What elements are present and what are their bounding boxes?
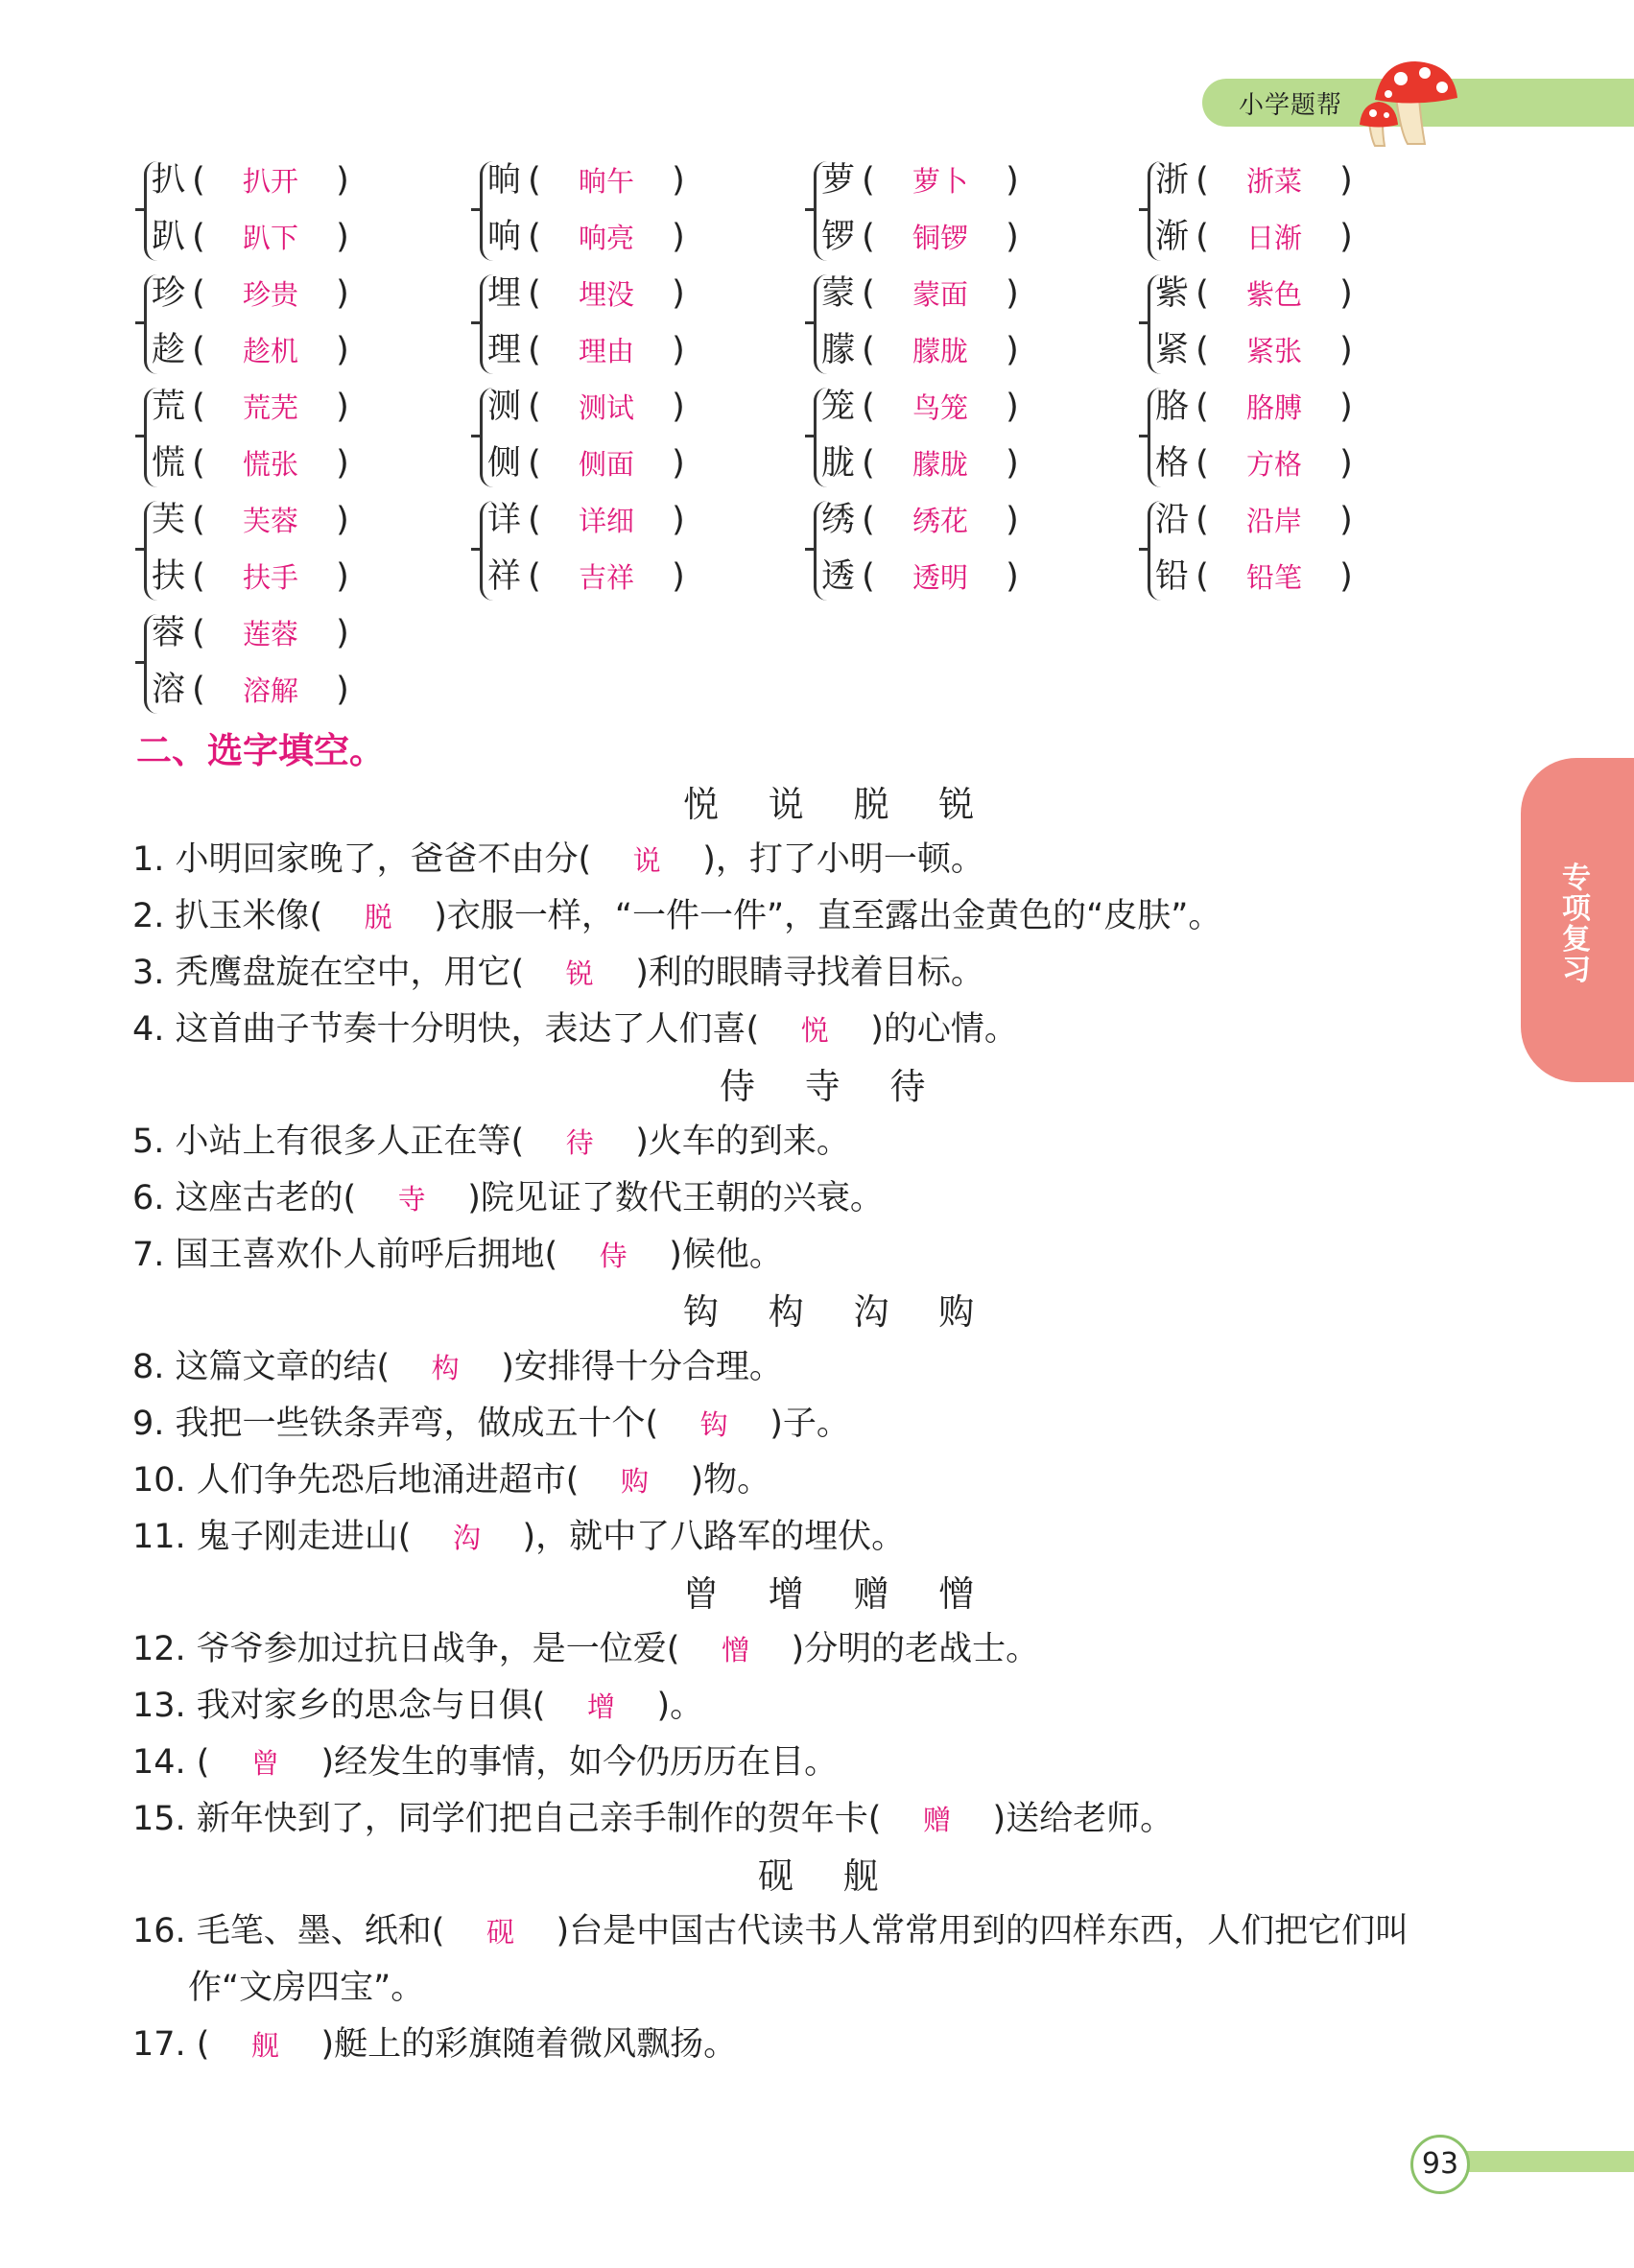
pair-char: 蒙 [821, 274, 856, 313]
pair-answer: 芙蓉 [242, 505, 298, 537]
pair-char: 绣 [821, 501, 856, 539]
pair-answer: 胳膊 [1245, 391, 1302, 424]
pair-char: 埋 [487, 274, 522, 313]
sentence: 4. 这首曲子节奏十分明快，表达了人们喜( 悦 )的心情。 [132, 1010, 1018, 1049]
pair-answer: 测试 [578, 391, 634, 424]
pair-char: 慌 [152, 444, 186, 483]
char-group-title: 曾 增 赠 憎 [683, 1573, 994, 1615]
sentence-answer: 舰 [250, 2029, 279, 2062]
pair-char: 趁 [152, 331, 186, 369]
sentence-answer: 赠 [922, 1804, 951, 1836]
pair-char: 晌 [487, 161, 522, 200]
pair-char: 胧 [821, 444, 856, 483]
pair-char: 荒 [152, 388, 186, 426]
pair-answer: 铜锣 [912, 222, 968, 254]
pair-answer: 绣花 [912, 505, 968, 537]
pair-answer: 蒙面 [912, 278, 968, 311]
sentence-answer: 沟 [452, 1522, 481, 1554]
word-pair: 测 ( 测试 ) 侧 ( 侧面 ) [480, 380, 768, 493]
sentence-answer: 构 [431, 1352, 460, 1384]
pair-answer: 莲蓉 [242, 618, 298, 650]
sentence-answer: 钩 [699, 1408, 728, 1441]
pair-answer: 方格 [1245, 448, 1302, 481]
pair-answer: 晌午 [578, 165, 634, 198]
sentence-answer: 憎 [721, 1634, 749, 1666]
pair-answer: 珍贵 [242, 278, 298, 311]
pair-char: 溶 [152, 671, 186, 709]
word-pair: 蒙 ( 蒙面 ) 朦 ( 朦胧 ) [814, 267, 1101, 380]
sentence-answer: 说 [632, 844, 661, 877]
sentence-answer: 购 [620, 1465, 649, 1498]
pair-answer: 紫色 [1245, 278, 1302, 311]
sentence: 11. 鬼子刚走进山( 沟 )，就中了八路军的埋伏。 [132, 1518, 906, 1556]
char-group-title: 砚 舰 [758, 1855, 898, 1897]
pair-answer: 荒芜 [242, 391, 298, 424]
pair-answer: 趴下 [242, 222, 298, 254]
sentence: 6. 这座古老的( 寺 )院见证了数代王朝的兴衰。 [132, 1179, 884, 1217]
sentence: 3. 秃鹰盘旋在空中，用它( 锐 )利的眼睛寻找着目标。 [132, 954, 984, 992]
pair-answer: 埋没 [578, 278, 634, 311]
pair-answer: 侧面 [578, 448, 634, 481]
word-pair: 浙 ( 浙菜 ) 渐 ( 日渐 ) [1148, 154, 1435, 267]
word-pair: 绣 ( 绣花 ) 透 ( 透明 ) [814, 493, 1101, 606]
sentence-answer: 曾 [250, 1747, 279, 1780]
pair-char: 测 [487, 388, 522, 426]
word-pair: 荒 ( 荒芜 ) 慌 ( 慌张 ) [144, 380, 432, 493]
word-pair: 埋 ( 埋没 ) 理 ( 理由 ) [480, 267, 768, 380]
brand-label: 小学题帮 [1239, 91, 1343, 120]
pair-answer: 溶解 [242, 674, 298, 707]
mushroom-large [1375, 61, 1457, 144]
sentence-continuation: 作“文房四宝”。 [188, 1969, 425, 2007]
char-group-title: 钩 构 沟 购 [683, 1291, 994, 1333]
pair-answer: 萝卜 [912, 165, 968, 198]
pair-answer: 透明 [912, 561, 968, 594]
pair-char: 扒 [152, 161, 186, 200]
sentence-answer: 砚 [485, 1916, 514, 1949]
word-pair: 详 ( 详细 ) 祥 ( 吉祥 ) [480, 493, 768, 606]
sentence: 8. 这篇文章的结( 构 )安排得十分合理。 [132, 1348, 783, 1386]
side-tab-label: 专项复习 [1562, 862, 1591, 987]
pair-answer: 朦胧 [912, 448, 968, 481]
pair-char: 铅 [1155, 557, 1190, 596]
word-pair: 笼 ( 鸟笼 ) 胧 ( 朦胧 ) [814, 380, 1101, 493]
pair-answer: 吉祥 [578, 561, 634, 594]
pair-char: 萝 [821, 161, 856, 200]
section-title: 二、选字填空。 [136, 730, 385, 771]
pair-answer: 日渐 [1245, 222, 1302, 254]
pair-char: 渐 [1155, 218, 1190, 256]
mushroom-small [1360, 102, 1398, 146]
word-pair: 胳 ( 胳膊 ) 格 ( 方格 ) [1148, 380, 1435, 493]
pair-char: 沿 [1155, 501, 1190, 539]
pair-answer: 趁机 [242, 335, 298, 367]
word-pair: 蓉 ( 莲蓉 ) 溶 ( 溶解 ) [144, 606, 432, 720]
word-pair: 萝 ( 萝卜 ) 锣 ( 铜锣 ) [814, 154, 1101, 267]
sentence-answer: 侍 [599, 1240, 628, 1272]
pair-answer: 浙菜 [1245, 165, 1302, 198]
pair-answer: 理由 [578, 335, 634, 367]
sentence: 2. 扒玉米像( 脱 )衣服一样，“一件一件”，直至露出金黄色的“皮肤”。 [132, 897, 1222, 935]
pair-char: 芙 [152, 501, 186, 539]
sentence-answer: 锐 [565, 957, 594, 990]
pair-answer: 紧张 [1245, 335, 1302, 367]
sentence: 7. 国王喜欢仆人前呼后拥地( 侍 )候他。 [132, 1236, 783, 1274]
sentence: 17. ( 舰 )艇上的彩旗随着微风飘扬。 [132, 2025, 738, 2064]
pair-char: 胳 [1155, 388, 1190, 426]
sentence-answer: 待 [565, 1126, 594, 1159]
pair-char: 紫 [1155, 274, 1190, 313]
word-pair: 珍 ( 珍贵 ) 趁 ( 趁机 ) [144, 267, 432, 380]
pair-answer: 铅笔 [1245, 561, 1302, 594]
pair-answer: 响亮 [578, 222, 634, 254]
word-pairs-section [144, 154, 1410, 720]
sentence-answer: 悦 [800, 1014, 829, 1047]
pair-char: 扶 [152, 557, 186, 596]
mushroom-icon [1358, 56, 1463, 147]
pair-char: 锣 [821, 218, 856, 256]
pair-char: 理 [487, 331, 522, 369]
sentence: 14. ( 曾 )经发生的事情，如今仍历历在目。 [132, 1743, 839, 1782]
pair-char: 响 [487, 218, 522, 256]
char-group-title: 悦 说 脱 锐 [683, 784, 994, 825]
page-number: 93 [1410, 2135, 1470, 2194]
sentence: 16. 毛笔、墨、纸和( 砚 )台是中国古代读书人常常用到的四样东西，人们把它们叫 [132, 1912, 1409, 1950]
side-tab [1521, 758, 1634, 1082]
sentence: 1. 小明回家晚了，爸爸不由分( 说 )，打了小明一顿。 [132, 840, 984, 879]
sentence-answer: 脱 [364, 901, 392, 933]
word-pair: 紫 ( 紫色 ) 紧 ( 紧张 ) [1148, 267, 1435, 380]
word-pair: 扒 ( 扒开 ) 趴 ( 趴下 ) [144, 154, 432, 267]
word-pair: 沿 ( 沿岸 ) 铅 ( 铅笔 ) [1148, 493, 1435, 606]
pair-char: 透 [821, 557, 856, 596]
pair-answer: 朦胧 [912, 335, 968, 367]
pair-char: 笼 [821, 388, 856, 426]
pair-char: 浙 [1155, 161, 1190, 200]
pair-char: 格 [1155, 444, 1190, 483]
pair-char: 祥 [487, 557, 522, 596]
word-pair: 芙 ( 芙蓉 ) 扶 ( 扶手 ) [144, 493, 432, 606]
sentence-answer: 寺 [397, 1183, 426, 1216]
pair-answer: 慌张 [242, 448, 298, 481]
pair-answer: 详细 [578, 505, 634, 537]
pair-char: 朦 [821, 331, 856, 369]
pair-answer: 沿岸 [1245, 505, 1302, 537]
pair-answer: 鸟笼 [912, 391, 968, 424]
sentence: 10. 人们争先恐后地涌进超市( 购 )物。 [132, 1461, 771, 1500]
sentence: 12. 爷爷参加过抗日战争，是一位爱( 憎 )分明的老战士。 [132, 1630, 1040, 1668]
word-pair: 晌 ( 晌午 ) 响 ( 响亮 ) [480, 154, 768, 267]
sentence: 5. 小站上有很多人正在等( 待 )火车的到来。 [132, 1122, 850, 1161]
pair-answer: 扶手 [242, 561, 298, 594]
pair-char: 详 [487, 501, 522, 539]
pair-answer: 扒开 [242, 165, 298, 198]
pair-char: 紧 [1155, 331, 1190, 369]
sentence-answer: 增 [586, 1690, 615, 1723]
pair-char: 侧 [487, 444, 522, 483]
sentence: 13. 我对家乡的思念与日俱( 增 )。 [132, 1687, 704, 1725]
pair-char: 趴 [152, 218, 186, 256]
sentence: 9. 我把一些铁条弄弯，做成五十个( 钩 )子。 [132, 1405, 850, 1443]
char-group-title: 侍 寺 待 [720, 1066, 945, 1107]
pair-char: 珍 [152, 274, 186, 313]
sentence: 15. 新年快到了，同学们把自己亲手制作的贺年卡( 赠 )送给老师。 [132, 1800, 1174, 1838]
pair-char: 蓉 [152, 614, 186, 652]
